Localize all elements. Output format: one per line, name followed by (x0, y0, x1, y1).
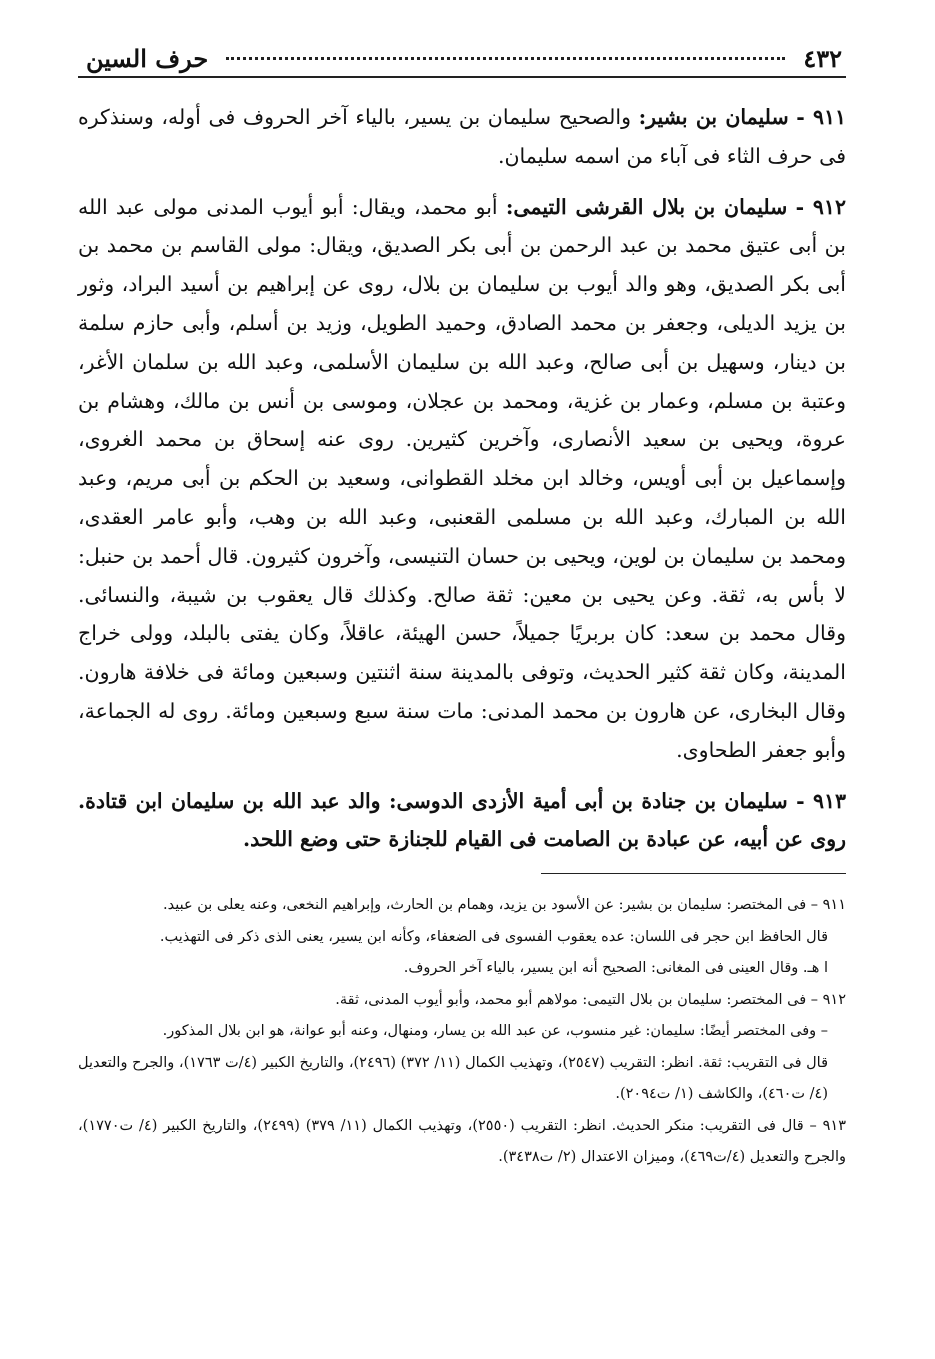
page-number: ٤٣٢ (803, 43, 842, 73)
entry-911 (78, 98, 846, 176)
main-text (78, 98, 846, 859)
footnote-line: ٩١٣ – قال فى التقريب: منكر الحديث. انظر: التقريب (٢٥٥٠)، وتهذيب الكمال (١١/ ٣٧٩) (٢٤٩٩)، والتاريخ الكبير (٤/ ت١٧٧٠)، والجرح والتعديل (٤/ت٤٦٩)، وميزان الاعتدال (٢/ ت٣٤٣٨). (78, 1117, 846, 1166)
entry-text: والصحيح سليمان بن يسير، بالياء آخر الحروف فى أوله، وسنذكره فى حرف الثاء فى آباء من اسمه سليمان. (78, 105, 846, 168)
entry-name: سليمان بن بشير: (638, 105, 789, 129)
footnote-line: قال فى التقريب: ثقة. انظر: التقريب (٢٥٤٧)، وتهذيب الكمال (١١/ ٣٧٢) (٢٤٩٦)، والتاريخ الكبير (٤/ت ١٧٦٣)، والجرح والتعديل (٤/ ت٤٦٠)، والكاشف (١/ ت٢٠٩٤). (78, 1054, 829, 1103)
entry-913 (78, 782, 846, 860)
footnote-line: ٩١٢ – فى المختصر: سليمان بن بلال التيمى: مولاهم أبو محمد، وأبو أيوب المدنى، ثقة. (335, 991, 846, 1008)
entry-number: ٩١١ - (796, 105, 846, 129)
entry-912 (78, 188, 846, 770)
footnote-line: – وفى المختصر أيضًا: سليمان: غير منسوب، عن عبد الله بن يسار، ومنهال، وعنه أبو عوانة، هو ابن بلال المذكور. (162, 1023, 828, 1040)
document-page (78, 40, 846, 1340)
footnotes (78, 890, 846, 1174)
entry-text: والد عبد الله بن سليمان ابن قتادة. روى عن أبيه، عن عبادة بن الصامت فى القيام للجنازة حتى وضع اللحد. (78, 788, 846, 852)
entry-name: سليمان بن بلال القرشى التيمى: (505, 194, 788, 219)
footnote-line: ٩١١ – فى المختصر: سليمان بن بشير: عن الأسود بن يزيد، وهمام بن الحارث، وإبراهيم النخعى، وعنه يعلى بن عبيد. (162, 897, 846, 914)
footnote-line: قال الحافظ ابن حجر فى اللسان: عده يعقوب الفسوى فى الضعفاء، وكأنه ابن يسير، يعنى الذى ذكر فى التهذيب. (159, 928, 828, 945)
entry-number: ٩١٣ - (796, 788, 847, 813)
page-header (78, 40, 846, 78)
entry-name: سليمان بن جنادة بن أبى أمية الأزدى الدوسى: (388, 788, 788, 813)
footnote-line: ا هـ. وقال العينى فى المغانى: الصحيح أنه ابن يسير، بالياء آخر الحروف. (403, 960, 828, 977)
entry-number: ٩١٢ - (795, 194, 846, 219)
header-dot-leader (226, 57, 785, 60)
running-title: حرف السين (86, 43, 209, 73)
footnote-separator (541, 873, 846, 874)
entry-text: أبو محمد، ويقال: أبو أيوب المدنى مولى عبد الله بن أبى عتيق محمد بن عبد الرحمن بن أبى بكر الصديق، ويقال: مولى القاسم بن محمد بن أبى بكر الصديق، وهو والد أيوب بن سليمان بن بلال، روى عن إبراهيم بن أسيد البراد، وثور بن يزيد الديلى، وجعفر بن محمد الصادق، وحميد الطويل، وزيد بن أسلم، وأبى حازم سلمة بن دينار، وسهيل بن أبى صالح، وعبد الله بن سليمان الأسلمى، وعبد الله بن سلمان الأغر، وعتبة بن مسلم، وعمار بن غزية، ومحمد بن عجلان، وموسى بن أنس بن مالك، وهشام بن عروة، ويحيى بن سعيد الأنصارى، وآخرين كثيرين. روى عنه إسحاق بن محمد الغروى، وإسماعيل بن أبى أويس، وخالد ابن مخلد القطوانى، وسعيد بن الحكم بن أبى مريم، وعبد الله بن المبارك، وعبد الله بن مسلمى القعنبى، وعبد الله بن وهب، وأبو عامر العقدى، ومحمد بن سليمان بن لوين، ويحيى بن حسان التنيسى، وآخرون كثيرون. قال أحمد بن حنبل: لا بأس به، ثقة. وعن يحيى بن معين: ثقة صالح. وكذلك قال يعقوب بن شيبة، والنسائى. وقال محمد بن سعد: كان بربريًا جميلاً، حسن الهيئة، عاقلاً، وكان يفتى بالبلد، وولى خراج المدينة، وكان ثقة كثير الحديث، وتوفى بالمدينة سنة اثنتين وسبعين ومائة فى خلافة هارون. وقال البخارى، عن هارون بن محمد المدنى: مات سنة سبع وسبعين ومائة. روى له الجماعة، وأبو جعفر الطحاوى. (78, 194, 846, 762)
